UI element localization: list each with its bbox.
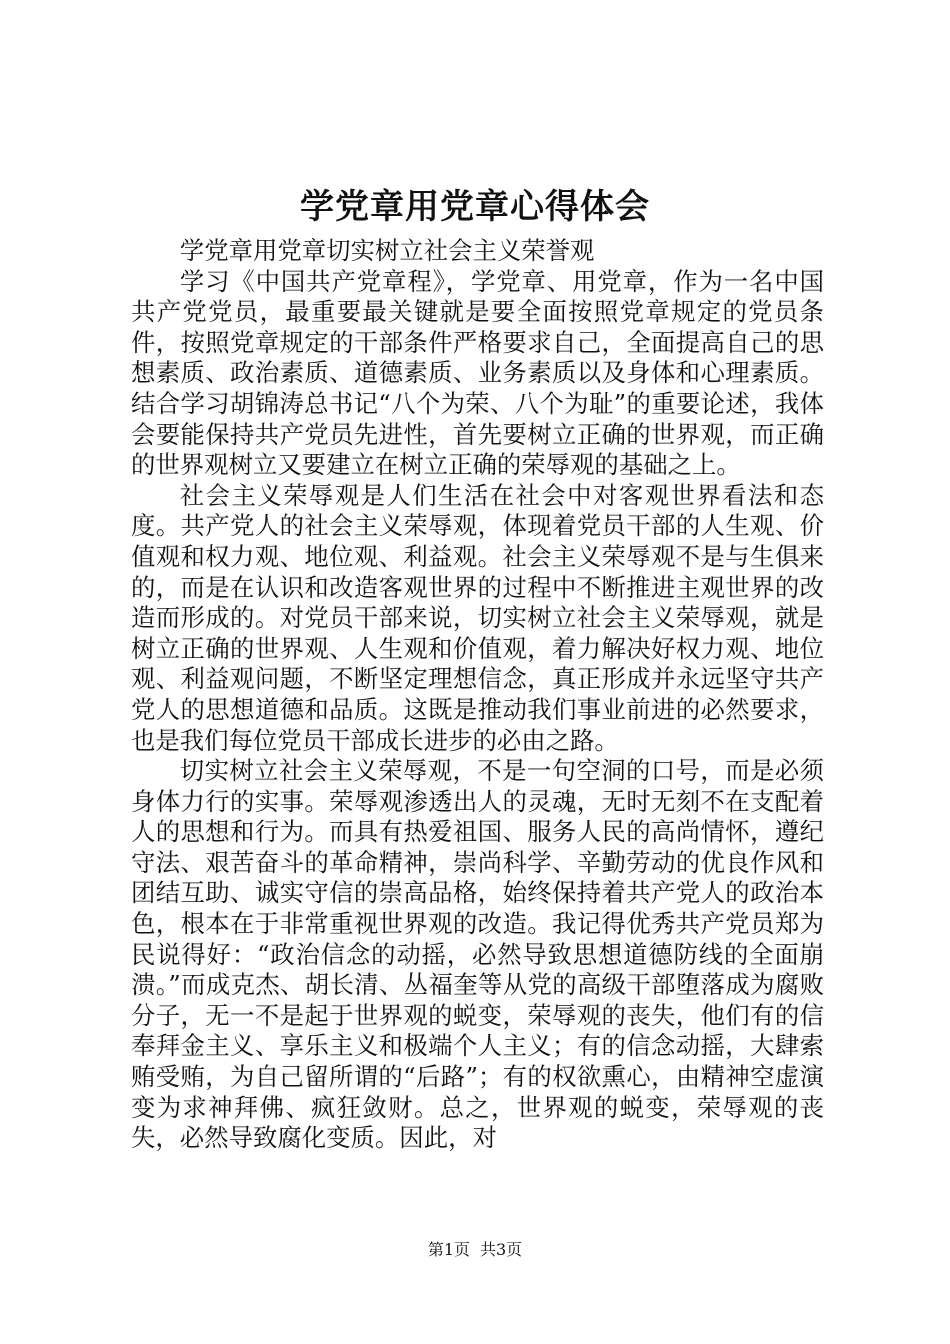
- document-body: [131, 236, 824, 1154]
- page-footer: [0, 1240, 950, 1260]
- paragraph: 社会主义荣辱观是人们生活在社会中对客观世界看法和态度。共产党人的社会主义荣辱观，体现着党员干部的人生观、价值观和权力观、地位观、利益观。社会主义荣辱观不是与生俱来的，而是在认识和改造客观世界的过程中不断推进主观世界的改造而形成的。对党员干部来说，切实树立社会主义荣辱观，就是树立正确的世界观、人生观和价值观，着力解决好权力观、地位观、利益观问题，不断坚定理想信念，真正形成并永远坚守共产党人的思想道德和品质。这既是推动我们事业前进的必然要求，也是我们每位党员干部成长进步的必由之路。: [131, 480, 824, 755]
- document-title: 学党章用党章心得体会: [300, 187, 650, 227]
- paragraph-subtitle: 学党章用党章切实树立社会主义荣誉观: [179, 236, 595, 265]
- page-number: 第1页: [427, 1240, 470, 1259]
- paragraph: 切实树立社会主义荣辱观，不是一句空洞的口号，而是必须身体力行的实事。荣辱观渗透出人的灵魂，无时无刻不在支配着人的思想和行为。而具有热爱祖国、服务人民的高尚情怀，遵纪守法、艰苦奋斗的革命精神，崇尚科学、辛勤劳动的优良作风和团结互助、诚实守信的崇高品格，始终保持着共产党人的政治本色，根本在于非常重视世界观的改造。我记得优秀共产党员郑为民说得好：“政治信念的动摇，必然导致思想道德防线的全面崩溃。”而成克杰、胡长清、丛福奎等从党的高级干部堕落成为腐败分子，无一不是起于世界观的蜕变，荣辱观的丧失，他们有的信奉拜金主义、享乐主义和极端个人主义；有的信念动摇，大肆索贿受贿，为自己留所谓的“后路”；有的权欲熏心，由精神空虚演变为求神拜佛、疯狂敛财。总之，世界观的蜕变，荣辱观的丧失，必然导致腐化变质。因此，对: [131, 756, 824, 1153]
- paragraph: 学习《中国共产党章程》，学党章、用党章，作为一名中国共产党党员，最重要最关键就是要全面按照党章规定的党员条件，按照党章规定的干部条件严格要求自己，全面提高自己的思想素质、政治素质、道德素质、业务素质以及身体和心理素质。结合学习胡锦涛总书记“八个为荣、八个为耻”的重要论述，我体会要能保持共产党员先进性，首先要树立正确的世界观，而正确的世界观树立又要建立在树立正确的荣辱观的基础之上。: [131, 266, 824, 480]
- page-total: 共3页: [480, 1240, 523, 1259]
